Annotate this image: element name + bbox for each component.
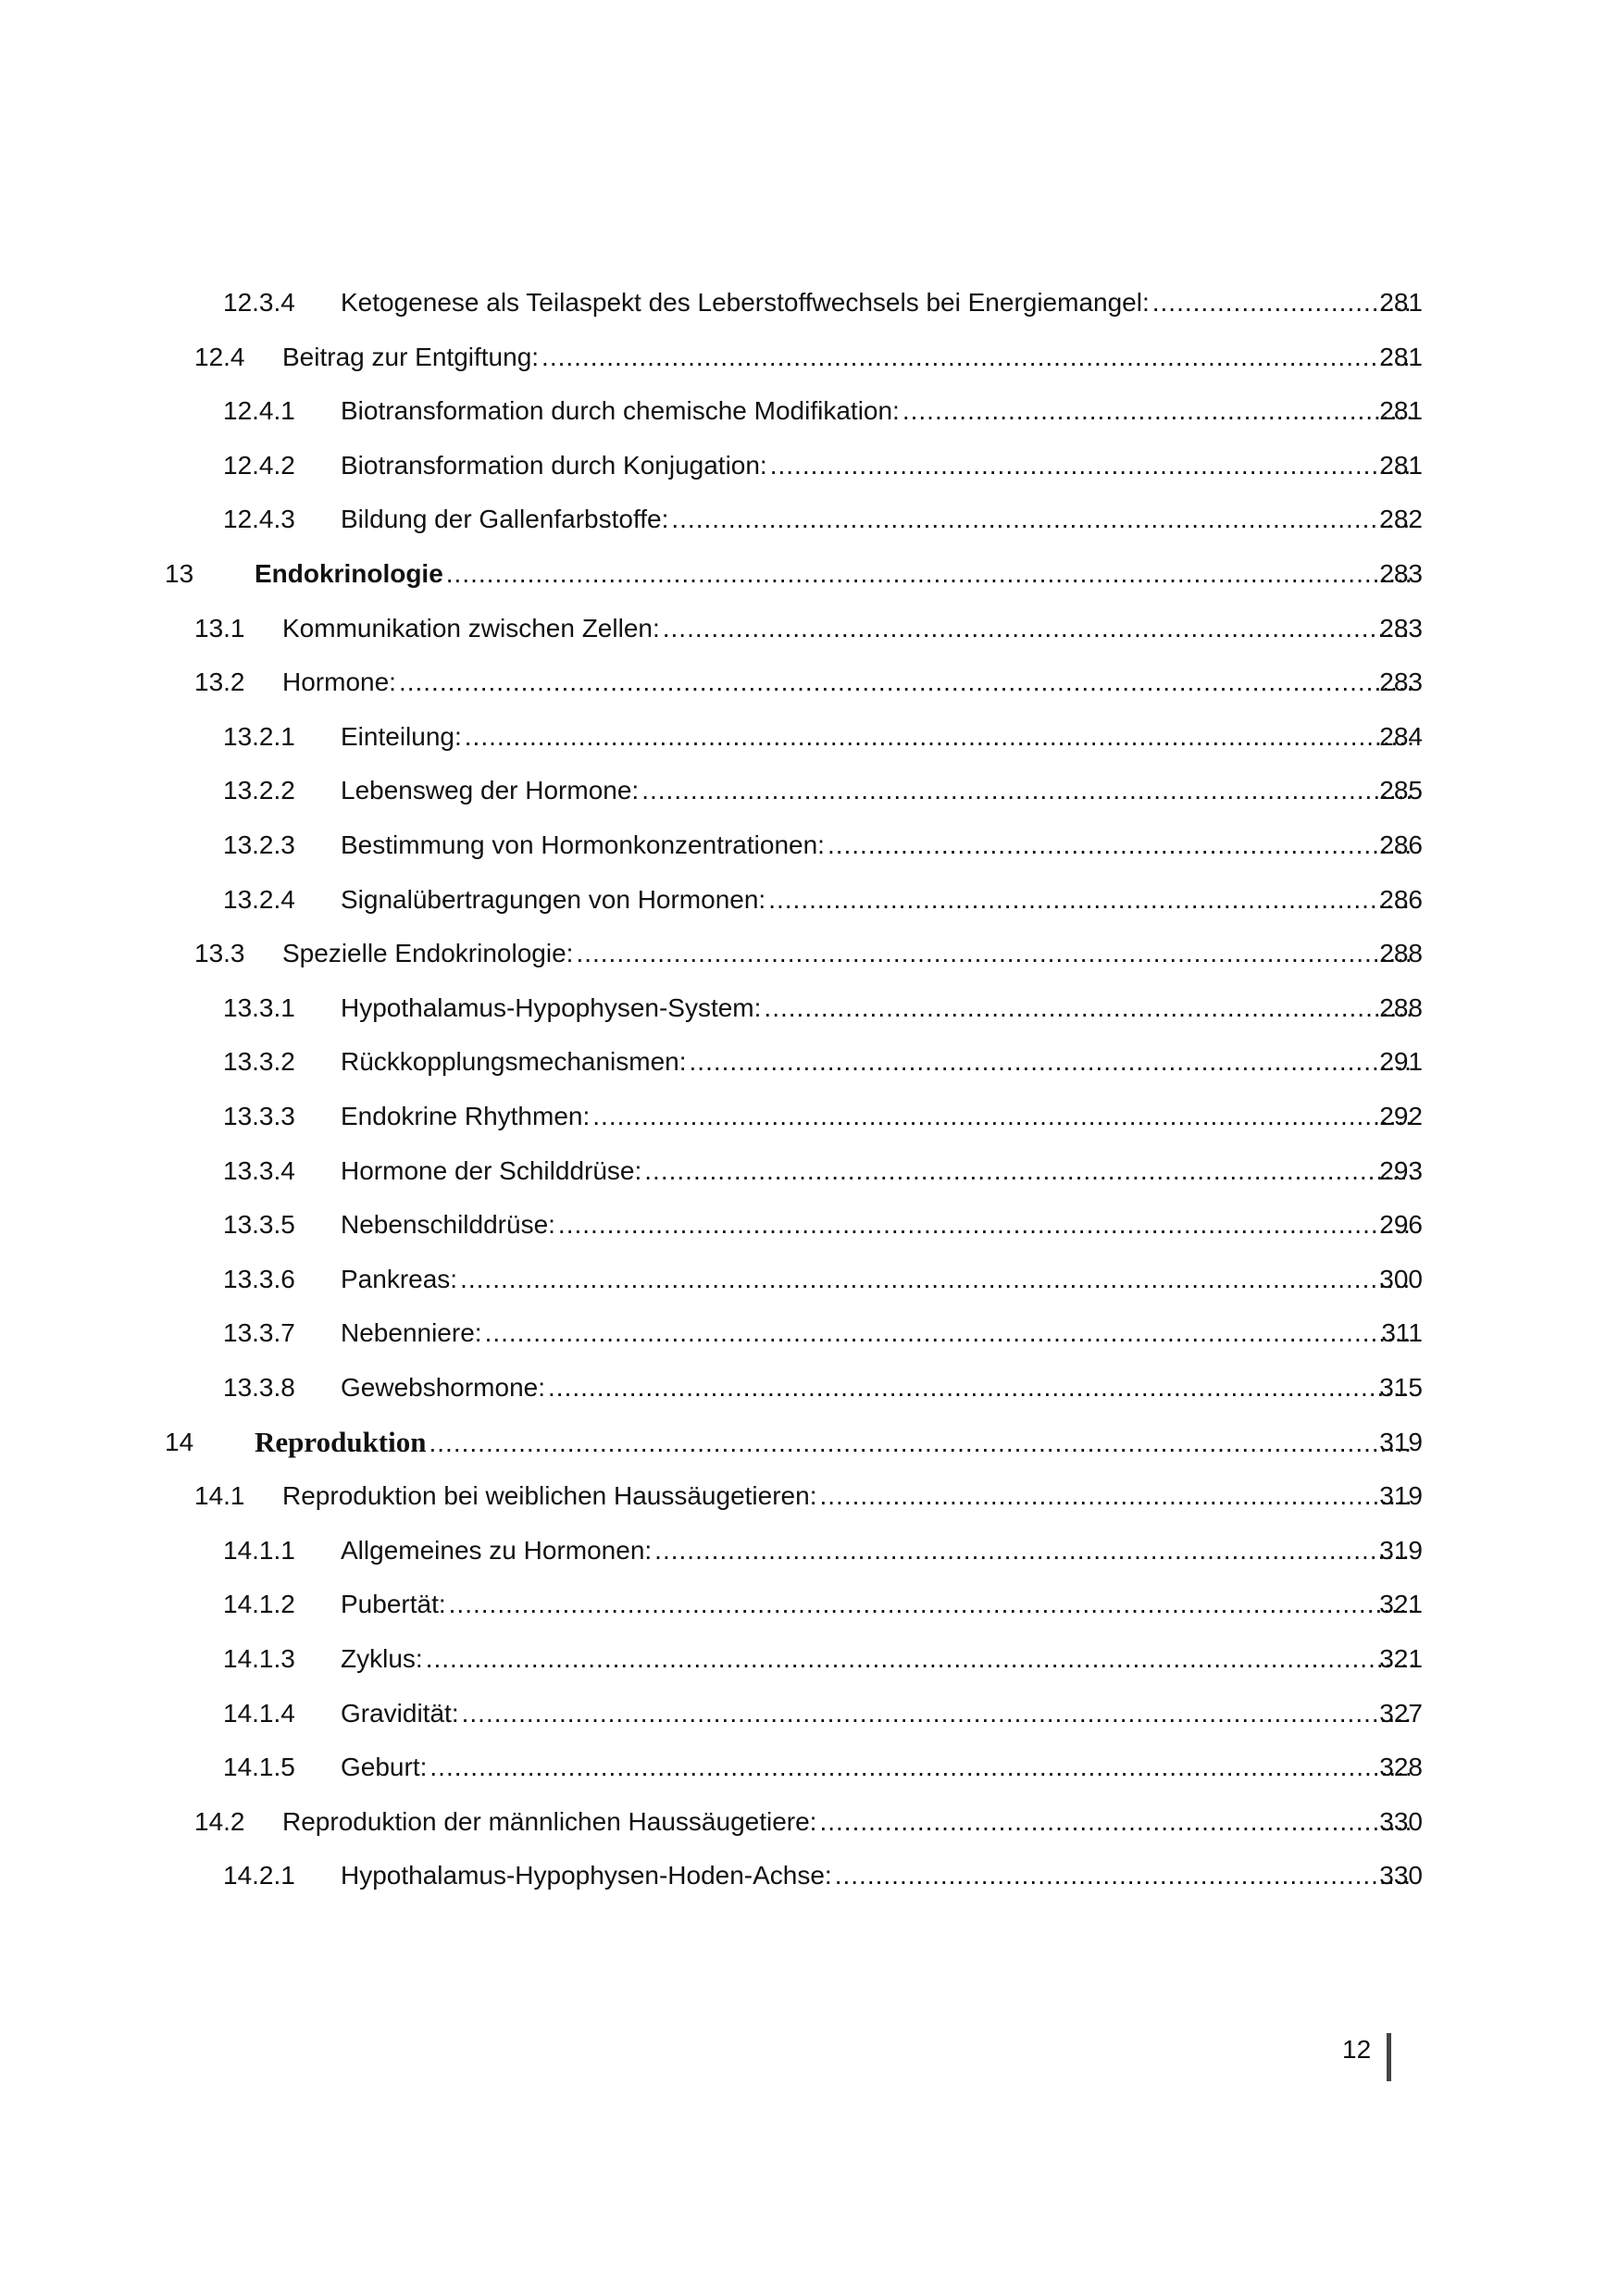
toc-dot-leader — [671, 501, 1413, 538]
toc-entry-title-wrap — [282, 1803, 1419, 1841]
toc-dot-leader — [426, 1641, 1413, 1678]
toc-entry-title[interactable]: Hormone: — [282, 668, 396, 696]
toc-entry[interactable] — [0, 1369, 1618, 1410]
toc-entry-number: 12.3.4 — [223, 288, 295, 317]
toc-entry-page: 283 — [1379, 668, 1423, 696]
toc-entry-title-wrap — [341, 1532, 1419, 1569]
toc-entry-number: 13.2.1 — [223, 722, 295, 751]
toc-entry-page: 321 — [1379, 1590, 1423, 1618]
toc-entry-page: 288 — [1379, 993, 1423, 1022]
toc-entry-title-wrap — [255, 555, 1419, 593]
toc-entry[interactable] — [0, 1749, 1618, 1790]
toc-entry-page: 319 — [1379, 1428, 1423, 1456]
toc-entry[interactable] — [0, 1857, 1618, 1898]
toc-dot-leader — [902, 393, 1413, 430]
toc-entry[interactable] — [0, 1206, 1618, 1247]
toc-entry-title[interactable]: Lebensweg der Hormone: — [341, 776, 640, 805]
toc-entry-title-wrap — [282, 664, 1419, 701]
toc-entry-title[interactable]: Geburt: — [341, 1753, 428, 1781]
toc-entry-page: 286 — [1379, 885, 1423, 914]
toc-entry-title[interactable]: Rückkopplungsmechanismen: — [341, 1047, 687, 1076]
toc-entry-title-wrap — [255, 1424, 1419, 1462]
toc-dot-leader — [654, 1532, 1413, 1569]
toc-entry-number: 14.1.1 — [223, 1536, 295, 1565]
toc-entry-title[interactable]: Bestimmung von Hormonkonzentrationen: — [341, 830, 825, 859]
page-footer — [1342, 2033, 1371, 2066]
toc-entry[interactable] — [0, 393, 1618, 433]
toc-entry[interactable] — [0, 610, 1618, 651]
toc-entry[interactable] — [0, 1478, 1618, 1518]
toc-entry-number: 13.3.1 — [223, 993, 295, 1022]
toc-entry-page: 288 — [1379, 939, 1423, 967]
toc-entry-number: 14.1.5 — [223, 1753, 295, 1781]
toc-dot-leader — [592, 1098, 1413, 1135]
toc-entry-number: 14.1.3 — [223, 1644, 295, 1673]
toc-entry-page: 285 — [1379, 776, 1423, 805]
toc-entry[interactable] — [0, 935, 1618, 976]
toc-entry[interactable] — [0, 1043, 1618, 1084]
toc-entry-page: 281 — [1379, 396, 1423, 425]
toc-dot-leader — [764, 990, 1413, 1027]
toc-dot-leader — [835, 1857, 1413, 1894]
toc-entry-page: 321 — [1379, 1644, 1423, 1673]
toc-entry-title[interactable]: Nebenschilddrüse: — [341, 1210, 555, 1239]
toc-entry-page: 292 — [1379, 1102, 1423, 1130]
toc-entry-number: 13.3 — [194, 939, 245, 967]
toc-entry-page: 281 — [1379, 343, 1423, 371]
toc-entry[interactable] — [0, 1153, 1618, 1193]
toc-dot-leader — [770, 447, 1413, 484]
toc-entry-title[interactable]: Reproduktion — [255, 1426, 427, 1458]
toc-entry-title[interactable]: Kommunikation zwischen Zellen: — [282, 614, 660, 643]
toc-entry-title[interactable]: Zyklus: — [341, 1644, 423, 1673]
toc-entry[interactable] — [0, 1641, 1618, 1681]
toc-entry-page: 330 — [1379, 1861, 1423, 1890]
toc-entry-title-wrap — [341, 284, 1419, 321]
toc-entry-title-wrap — [282, 1478, 1419, 1515]
toc-entry-title[interactable]: Ketogenese als Teilaspekt des Leberstoffwechsels bei Energiemangel: — [341, 288, 1150, 317]
toc-entry-title-wrap — [341, 1857, 1419, 1894]
toc-entry-title-wrap — [341, 827, 1419, 864]
toc-entry-title-wrap — [341, 1369, 1419, 1406]
toc-entry[interactable] — [0, 990, 1618, 1030]
toc-entry-page: 330 — [1379, 1807, 1423, 1836]
toc-entry-number: 14.1.2 — [223, 1590, 295, 1618]
toc-dot-leader — [576, 935, 1413, 972]
toc-entry-number: 13.3.4 — [223, 1156, 295, 1185]
toc-dot-leader — [828, 827, 1413, 864]
toc-entry-title[interactable]: Hormone der Schilddrüse: — [341, 1156, 642, 1185]
toc-entry-number: 13.2 — [194, 668, 245, 696]
toc-entry-title-wrap — [341, 772, 1419, 809]
toc-entry[interactable] — [0, 1803, 1618, 1844]
toc-entry-title-wrap — [341, 1153, 1419, 1190]
toc-entry-title[interactable]: Spezielle Endokrinologie: — [282, 939, 574, 967]
page-number: 12 — [1342, 2035, 1372, 2064]
toc-entry-page: 282 — [1379, 505, 1423, 533]
toc-entry-title[interactable]: Beitrag zur Entgiftung: — [282, 343, 540, 371]
toc-entry-page: 311 — [1381, 1318, 1423, 1347]
toc-entry-page: 283 — [1379, 614, 1423, 643]
toc-entry[interactable] — [0, 284, 1618, 325]
page-number-bar — [1387, 2033, 1391, 2081]
toc-dot-leader — [399, 664, 1413, 701]
toc-entry-page: 296 — [1379, 1210, 1423, 1239]
toc-entry-page: 283 — [1379, 559, 1423, 588]
toc-entry-title-wrap — [341, 393, 1419, 430]
toc-entry-title[interactable]: Pubertät: — [341, 1590, 446, 1618]
toc-entry-number: 12.4.1 — [223, 396, 295, 425]
toc-entry-page: 293 — [1379, 1156, 1423, 1185]
toc-entry-number: 13.1 — [194, 614, 245, 643]
toc-entry-title[interactable]: Endokrine Rhythmen: — [341, 1102, 591, 1130]
toc-entry-title-wrap — [341, 1315, 1419, 1352]
toc-entry[interactable] — [0, 555, 1618, 596]
toc-entry-page: 315 — [1379, 1373, 1423, 1402]
toc-dot-leader — [446, 555, 1413, 593]
toc-dot-leader — [548, 1369, 1413, 1406]
toc-entry-title-wrap — [341, 1261, 1419, 1298]
toc-dot-leader — [819, 1478, 1413, 1515]
toc-entry-title-wrap — [341, 718, 1419, 755]
toc-entry-number: 13.2.4 — [223, 885, 295, 914]
toc-entry-page: 327 — [1379, 1699, 1423, 1728]
toc-entry-number: 13.3.8 — [223, 1373, 295, 1402]
toc-dot-leader — [690, 1043, 1413, 1080]
toc-entry-title-wrap — [282, 339, 1419, 376]
toc-entry-page: 284 — [1379, 722, 1423, 751]
toc-entry-title[interactable]: Bildung der Gallenfarbstoffe: — [341, 505, 669, 533]
toc-entry-number: 14.2 — [194, 1807, 245, 1836]
toc-entry-number: 14 — [165, 1428, 194, 1456]
toc-entry-page: 328 — [1379, 1753, 1423, 1781]
toc-entry-title-wrap — [341, 990, 1419, 1027]
toc-dot-leader — [429, 1749, 1413, 1786]
toc-entry-title[interactable]: Einteilung: — [341, 722, 462, 751]
toc-entry[interactable] — [0, 1315, 1618, 1355]
toc-entry-title-wrap — [341, 447, 1419, 484]
toc-entry[interactable] — [0, 1424, 1618, 1465]
toc-dot-leader — [768, 881, 1413, 918]
toc-dot-leader — [558, 1206, 1413, 1243]
toc-entry-title-wrap — [341, 1641, 1419, 1678]
toc-dot-leader — [541, 339, 1413, 376]
toc-entry-title[interactable]: Biotransformation durch Konjugation: — [341, 451, 767, 480]
toc-entry-title-wrap — [341, 1695, 1419, 1732]
toc-entry-number: 13 — [165, 559, 194, 588]
toc-entry-page: 286 — [1379, 830, 1423, 859]
toc-entry-title[interactable]: Endokrinologie — [255, 559, 443, 588]
toc-dot-leader — [641, 772, 1413, 809]
toc-dot-leader — [465, 718, 1413, 755]
toc-entry-title[interactable]: Hypothalamus-Hypophysen-Hoden-Achse: — [341, 1861, 832, 1890]
toc-entry-number: 12.4.3 — [223, 505, 295, 533]
toc-dot-leader — [449, 1586, 1413, 1623]
toc-entry-title-wrap — [341, 1206, 1419, 1243]
toc-entry-title[interactable]: Reproduktion der männlichen Haussäugetiere: — [282, 1807, 817, 1836]
toc-entry[interactable] — [0, 718, 1618, 759]
toc-entry-number: 14.2.1 — [223, 1861, 295, 1890]
toc-entry-page: 319 — [1379, 1536, 1423, 1565]
toc-entry[interactable] — [0, 772, 1618, 813]
toc-entry-page: 281 — [1379, 288, 1423, 317]
toc-entry-title[interactable]: Reproduktion bei weiblichen Haussäugetieren: — [282, 1481, 817, 1510]
toc-entry-title[interactable]: Allgemeines zu Hormonen: — [341, 1536, 653, 1565]
toc-entry-title[interactable]: Biotransformation durch chemische Modifikation: — [341, 396, 900, 425]
toc-entry-title[interactable]: Nebenniere: — [341, 1318, 482, 1347]
toc-entry-title[interactable]: Pankreas: — [341, 1265, 458, 1293]
toc-entry-number: 13.3.6 — [223, 1265, 295, 1293]
toc-dot-leader — [485, 1315, 1413, 1352]
toc-entry-title-wrap — [341, 501, 1419, 538]
toc-entry-title-wrap — [282, 610, 1419, 647]
toc-entry-number: 12.4 — [194, 343, 245, 371]
toc-entry-title-wrap — [341, 1098, 1419, 1135]
toc-entry[interactable] — [0, 1586, 1618, 1627]
toc-entry[interactable] — [0, 1532, 1618, 1573]
toc-entry[interactable] — [0, 501, 1618, 542]
toc-entry-number: 13.2.3 — [223, 830, 295, 859]
toc-entry[interactable] — [0, 339, 1618, 380]
toc-dot-leader — [462, 1695, 1413, 1732]
toc-entry-number: 14.1.4 — [223, 1699, 295, 1728]
toc-entry[interactable] — [0, 447, 1618, 488]
toc-entry[interactable] — [0, 881, 1618, 922]
toc-entry-title[interactable]: Gewebshormone: — [341, 1373, 546, 1402]
toc-entry-page: 281 — [1379, 451, 1423, 480]
toc-entry-title[interactable]: Signalübertragungen von Hormonen: — [341, 885, 766, 914]
toc-entry-page: 300 — [1379, 1265, 1423, 1293]
toc-dot-leader — [429, 1425, 1414, 1462]
toc-dot-leader — [819, 1803, 1413, 1841]
toc-entry-title-wrap — [282, 935, 1419, 972]
toc-entry[interactable] — [0, 1098, 1618, 1139]
toc-entry-title[interactable]: Hypothalamus-Hypophysen-System: — [341, 993, 762, 1022]
toc-entry-title-wrap — [341, 1586, 1419, 1623]
toc-entry[interactable] — [0, 1261, 1618, 1302]
toc-entry-number: 14.1 — [194, 1481, 245, 1510]
toc-entry-page: 319 — [1379, 1481, 1423, 1510]
toc-entry-number: 13.3.3 — [223, 1102, 295, 1130]
toc-entry-number: 13.3.7 — [223, 1318, 295, 1347]
toc-entry[interactable] — [0, 1695, 1618, 1736]
toc-entry-title-wrap — [341, 1749, 1419, 1786]
toc-entry[interactable] — [0, 664, 1618, 705]
toc-entry[interactable] — [0, 827, 1618, 867]
toc-entry-page: 291 — [1379, 1047, 1423, 1076]
toc-entry-title[interactable]: Gravidität: — [341, 1699, 459, 1728]
toc-entry-title-wrap — [341, 881, 1419, 918]
toc-entry-number: 12.4.2 — [223, 451, 295, 480]
toc-entry-number: 13.3.5 — [223, 1210, 295, 1239]
toc-dot-leader — [644, 1153, 1413, 1190]
toc-entry-number: 13.2.2 — [223, 776, 295, 805]
toc-dot-leader — [460, 1261, 1413, 1298]
toc-dot-leader — [663, 610, 1413, 647]
toc-entry-title-wrap — [341, 1043, 1419, 1080]
toc-entry-number: 13.3.2 — [223, 1047, 295, 1076]
